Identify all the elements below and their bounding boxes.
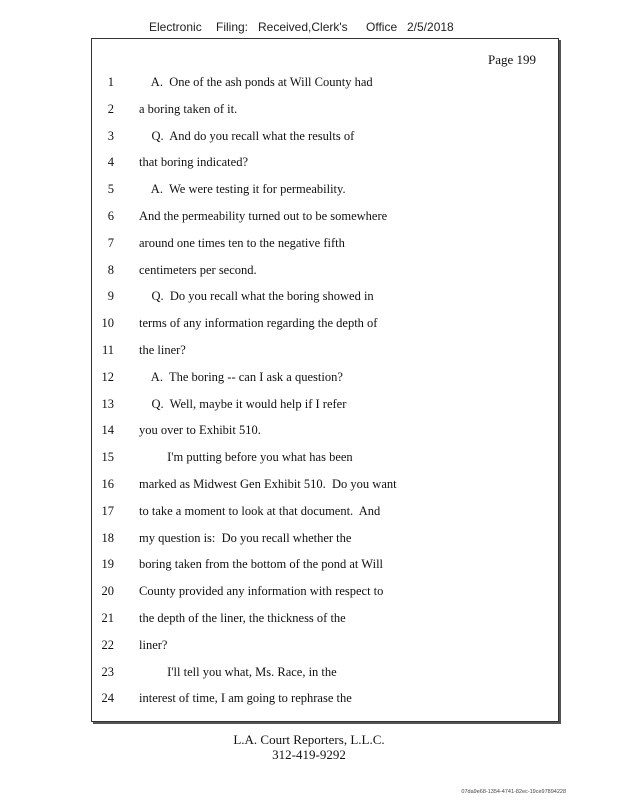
line-text: around one times ten to the negative fifth <box>139 235 345 250</box>
transcript-line <box>92 691 558 711</box>
transcript-line <box>92 531 558 551</box>
line-number: 20 <box>101 584 114 599</box>
line-number: 5 <box>107 182 114 197</box>
line-number: 3 <box>107 128 114 143</box>
line-number: 12 <box>101 369 114 384</box>
line-number: 11 <box>101 343 114 357</box>
line-text: you over to Exhibit 510. <box>139 423 261 438</box>
header-electronic: Electronic <box>149 20 202 34</box>
line-number: 13 <box>101 396 114 411</box>
line-text: A. One of the ash ponds at Will County had <box>139 75 373 89</box>
line-text: Q. And do you recall what the results of <box>139 128 355 143</box>
line-number: 14 <box>101 423 114 438</box>
line-text: a boring taken of it. <box>139 101 238 116</box>
line-number: 17 <box>101 503 114 518</box>
line-number: 19 <box>101 557 114 572</box>
transcript-page-frame <box>91 38 559 722</box>
transcript-line <box>92 316 558 336</box>
line-text: liner? <box>139 637 168 652</box>
line-number: 9 <box>107 289 114 304</box>
line-text: A. We were testing it for permeability. <box>139 182 346 197</box>
header-date: 2/5/2018 <box>407 20 454 34</box>
header-filing: Filing: <box>216 20 249 34</box>
transcript-line <box>92 209 558 229</box>
line-text: centimeters per second. <box>139 262 257 277</box>
header-received: Received,Clerk's <box>258 20 348 34</box>
line-text: interest of time, I am going to rephrase the <box>139 691 352 706</box>
transcript-line <box>92 584 558 604</box>
transcript-line <box>92 450 558 470</box>
line-text: to take a moment to look at that document. And <box>139 503 381 518</box>
line-text: County provided any information with respect to <box>139 584 384 599</box>
line-text: terms of any information regarding the depth of <box>139 316 378 331</box>
header-office: Office <box>366 20 398 34</box>
line-number: 1 <box>107 75 114 89</box>
line-number: 10 <box>101 316 114 331</box>
line-text: the depth of the liner, the thickness of the <box>139 611 346 625</box>
line-text: my question is: Do you recall whether the <box>139 530 352 545</box>
line-text: I'm putting before you what has been <box>139 450 353 465</box>
footer-company: L.A. Court Reporters, L.L.C. <box>233 732 385 747</box>
line-text: Q. Do you recall what the boring showed in <box>139 289 374 304</box>
line-number: 22 <box>101 637 114 652</box>
line-text: the liner? <box>139 343 186 357</box>
line-number: 16 <box>101 477 114 491</box>
transcript-line <box>92 129 558 149</box>
page-number: Page 199 <box>487 52 536 67</box>
line-text: marked as Midwest Gen Exhibit 510. Do you want <box>139 477 397 491</box>
line-number: 24 <box>101 691 114 706</box>
line-number: 23 <box>101 664 114 679</box>
line-number: 7 <box>107 235 114 250</box>
line-number: 6 <box>107 209 114 223</box>
transcript-line <box>92 102 558 122</box>
line-number: 4 <box>107 155 114 170</box>
line-text: And the permeability turned out to be somewhere <box>139 209 388 223</box>
transcript-line <box>92 611 558 631</box>
transcript-line <box>92 370 558 390</box>
transcript-line <box>92 477 558 497</box>
transcript-line <box>92 638 558 658</box>
transcript-line <box>92 182 558 202</box>
transcript-line <box>92 343 558 363</box>
footer-phone: 312-419-9292 <box>272 747 346 762</box>
line-text: boring taken from the bottom of the pond at Will <box>139 557 384 572</box>
transcript-line <box>92 665 558 685</box>
transcript-line <box>92 263 558 283</box>
transcript-line <box>92 557 558 577</box>
document-hash: 07da9e68-1354-4741-82ec-19ce97894228 <box>461 789 566 795</box>
line-number: 15 <box>101 450 114 465</box>
transcript-line <box>92 397 558 417</box>
transcript-line <box>92 289 558 309</box>
line-number: 2 <box>107 101 114 116</box>
line-number: 18 <box>101 530 114 545</box>
line-text: I'll tell you what, Ms. Race, in the <box>139 664 337 679</box>
transcript-line <box>92 155 558 175</box>
line-text: A. The boring -- can I ask a question? <box>139 369 343 384</box>
line-text: that boring indicated? <box>139 155 248 170</box>
transcript-line <box>92 75 558 95</box>
transcript-line <box>92 423 558 443</box>
line-number: 8 <box>107 262 114 277</box>
transcript-line <box>92 504 558 524</box>
transcript-line <box>92 236 558 256</box>
line-text: Q. Well, maybe it would help if I refer <box>139 396 347 411</box>
line-number: 21 <box>101 611 114 625</box>
